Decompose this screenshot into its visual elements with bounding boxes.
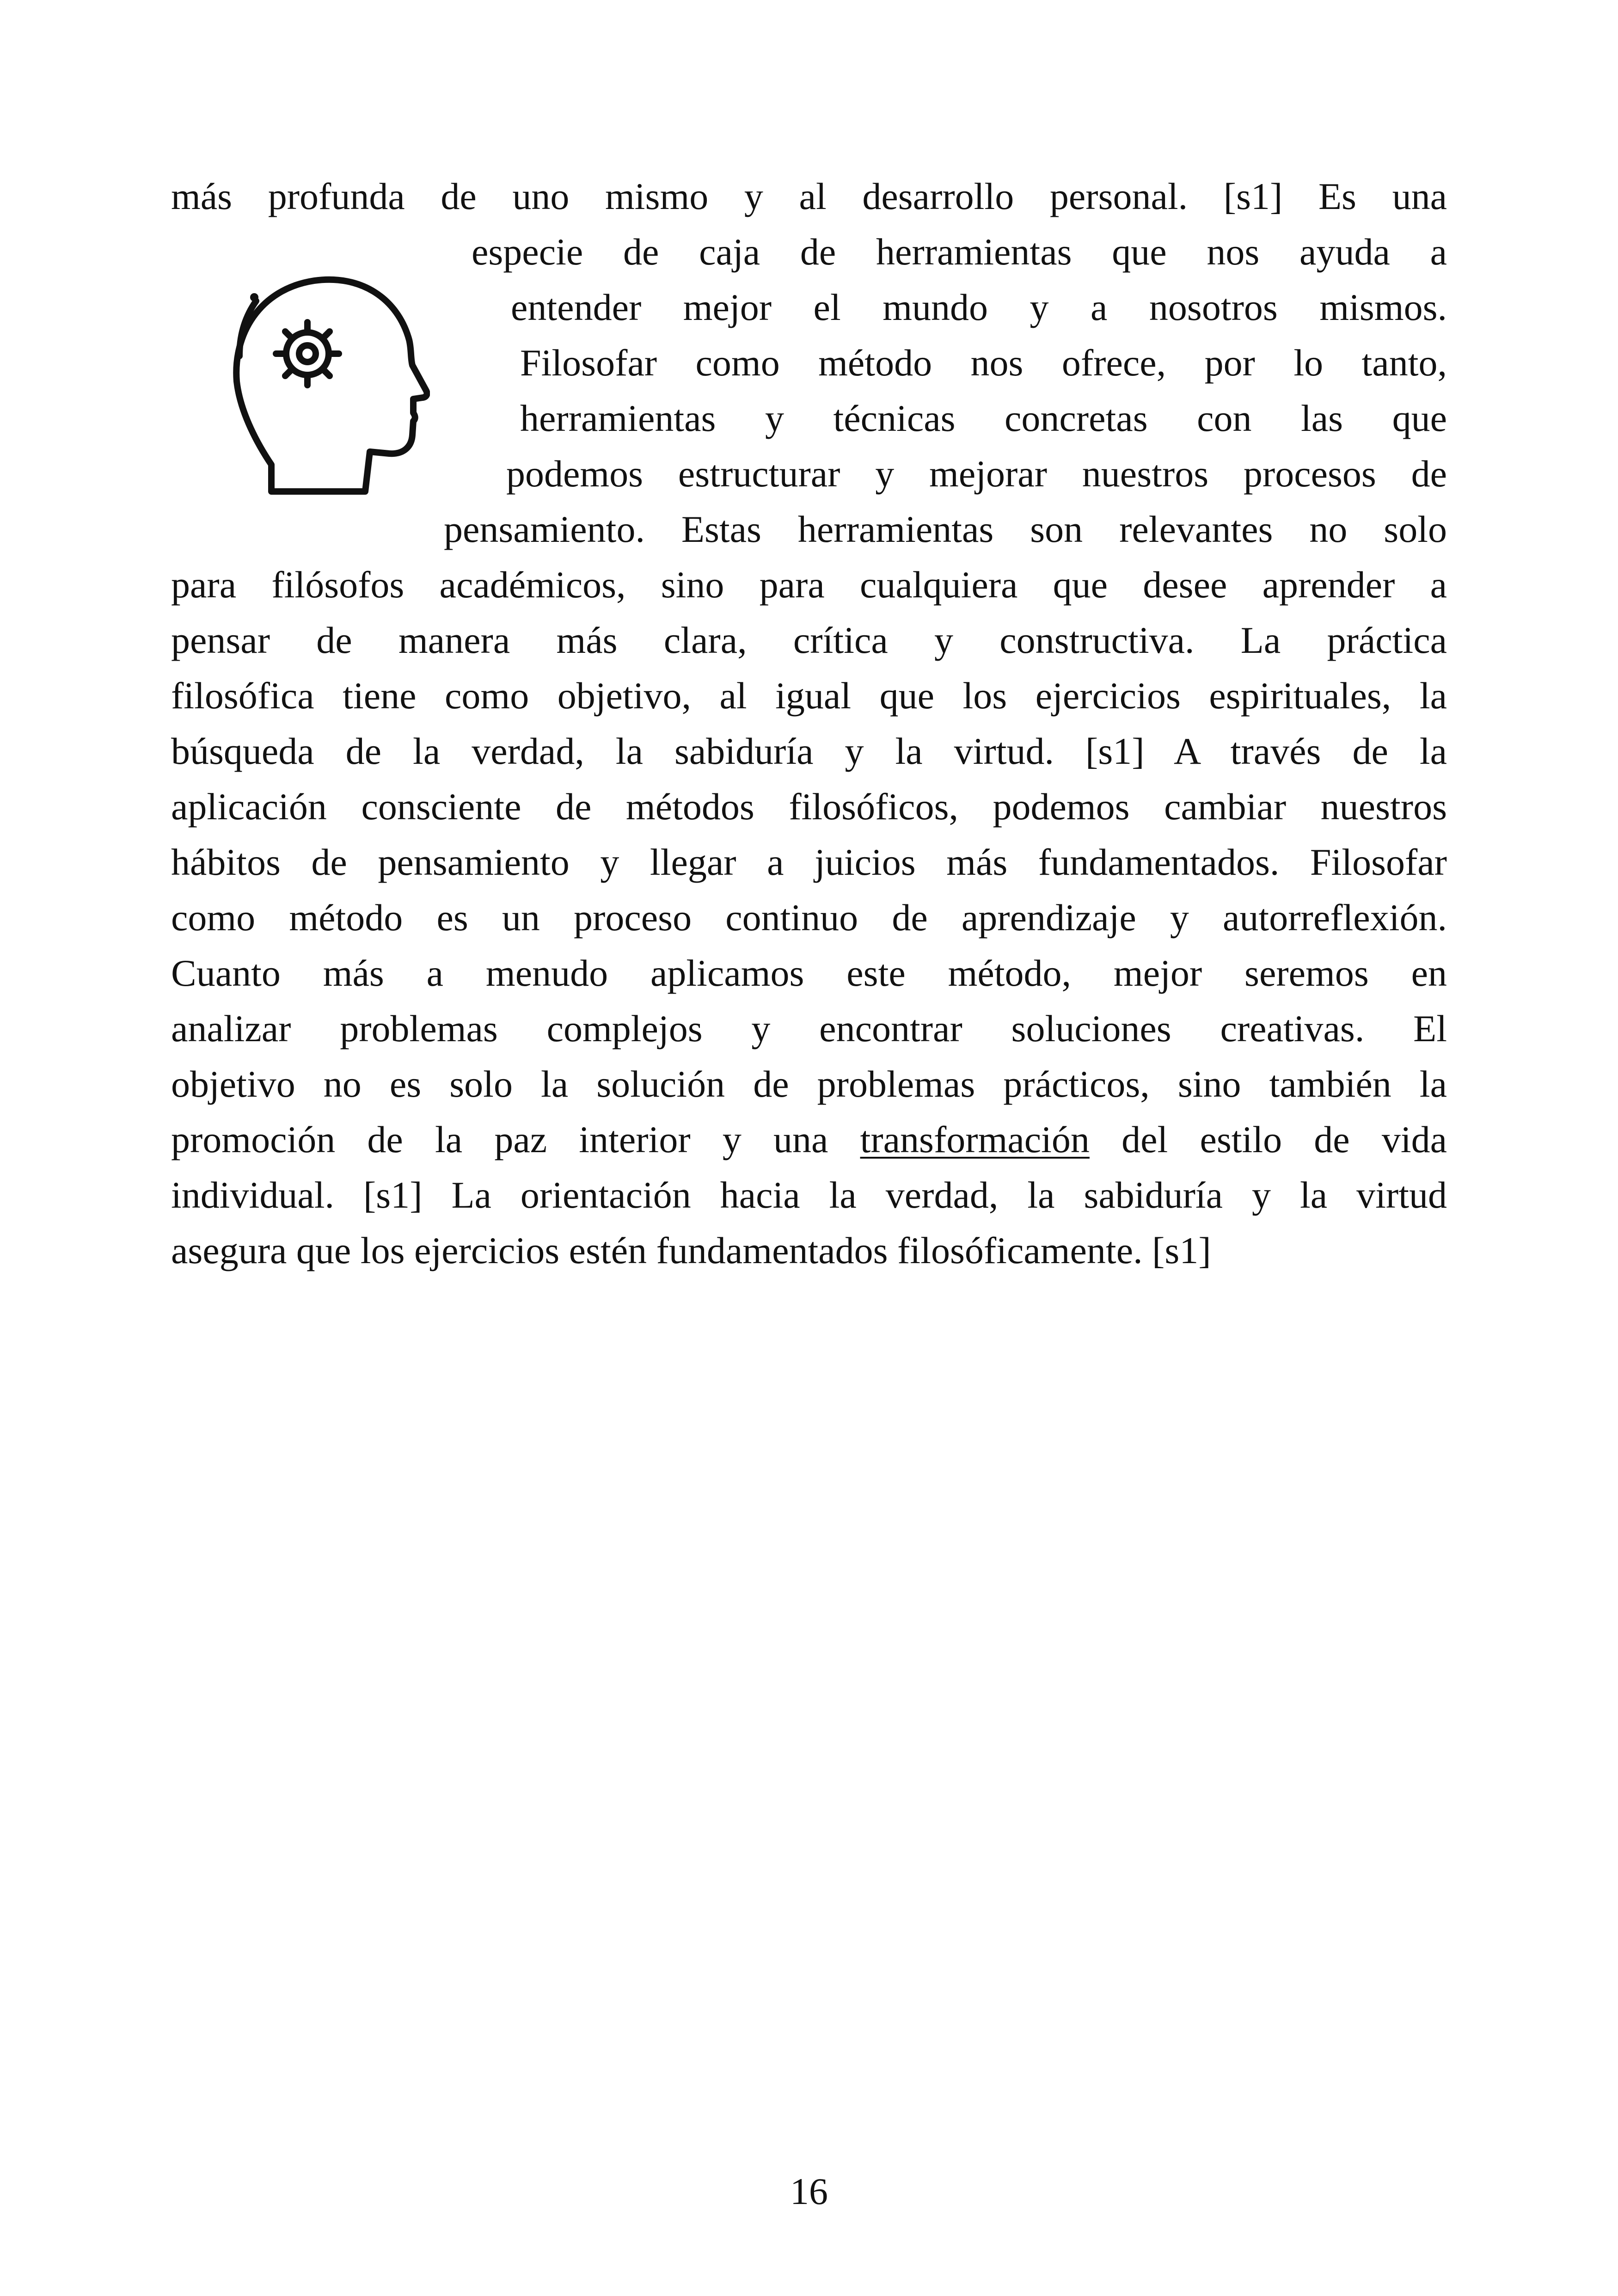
text-line: asegura que los ejercicios estén fundamentados filosóficamente. [s1] — [171, 1229, 1211, 1271]
text-line: analizar problemas complejos y encontrar soluciones creativas. El — [171, 1007, 1447, 1050]
text-line: Filosofar como método nos ofrece, por lo tanto, — [520, 342, 1447, 384]
text-line: pensar de manera más clara, crítica y constructiva. La práctica — [171, 619, 1447, 661]
text-line: búsqueda de la verdad, la sabiduría y la virtud. [s1] A través de la — [171, 730, 1447, 772]
text-line: herramientas y técnicas concretas con las que — [520, 397, 1447, 439]
head-with-gear-icon — [227, 270, 430, 506]
text-line: objetivo no es solo la solución de problemas prácticos, sino también la — [171, 1063, 1447, 1105]
text-line: aplicación consciente de métodos filosóficos, podemos cambiar nuestros — [171, 786, 1447, 828]
text-line: especie de caja de herramientas que nos ayuda a — [472, 231, 1447, 273]
page-number: 16 — [790, 2170, 828, 2212]
text-line: como método es un proceso continuo de aprendizaje y autorreflexión. — [171, 896, 1447, 939]
text-line: entender mejor el mundo y a nosotros mismos. — [511, 286, 1447, 328]
text-span: del estilo de vida — [1122, 1118, 1447, 1160]
text-line: pensamiento. Estas herramientas son relevantes no solo — [444, 508, 1447, 550]
text-line: para filósofos académicos, sino para cualquiera que desee aprender a — [171, 564, 1447, 606]
text-line — [171, 1117, 1447, 1163]
text-line: filosófica tiene como objetivo, al igual que los ejercicios espirituales, la — [171, 675, 1447, 717]
text-line: podemos estructurar y mejorar nuestros procesos de — [506, 453, 1447, 495]
text-line: individual. [s1] La orientación hacia la verdad, la sabiduría y la virtud — [171, 1174, 1447, 1216]
text-line: más profunda de uno mismo y al desarrollo personal. [s1] Es una — [171, 175, 1447, 217]
text-span: promoción de la paz interior y una — [171, 1118, 828, 1160]
text-line: Cuanto más a menudo aplicamos este método, mejor seremos en — [171, 952, 1447, 994]
text-line: hábitos de pensamiento y llegar a juicios más fundamentados. Filosofar — [171, 841, 1447, 883]
underlined-term: transformación — [860, 1118, 1090, 1160]
